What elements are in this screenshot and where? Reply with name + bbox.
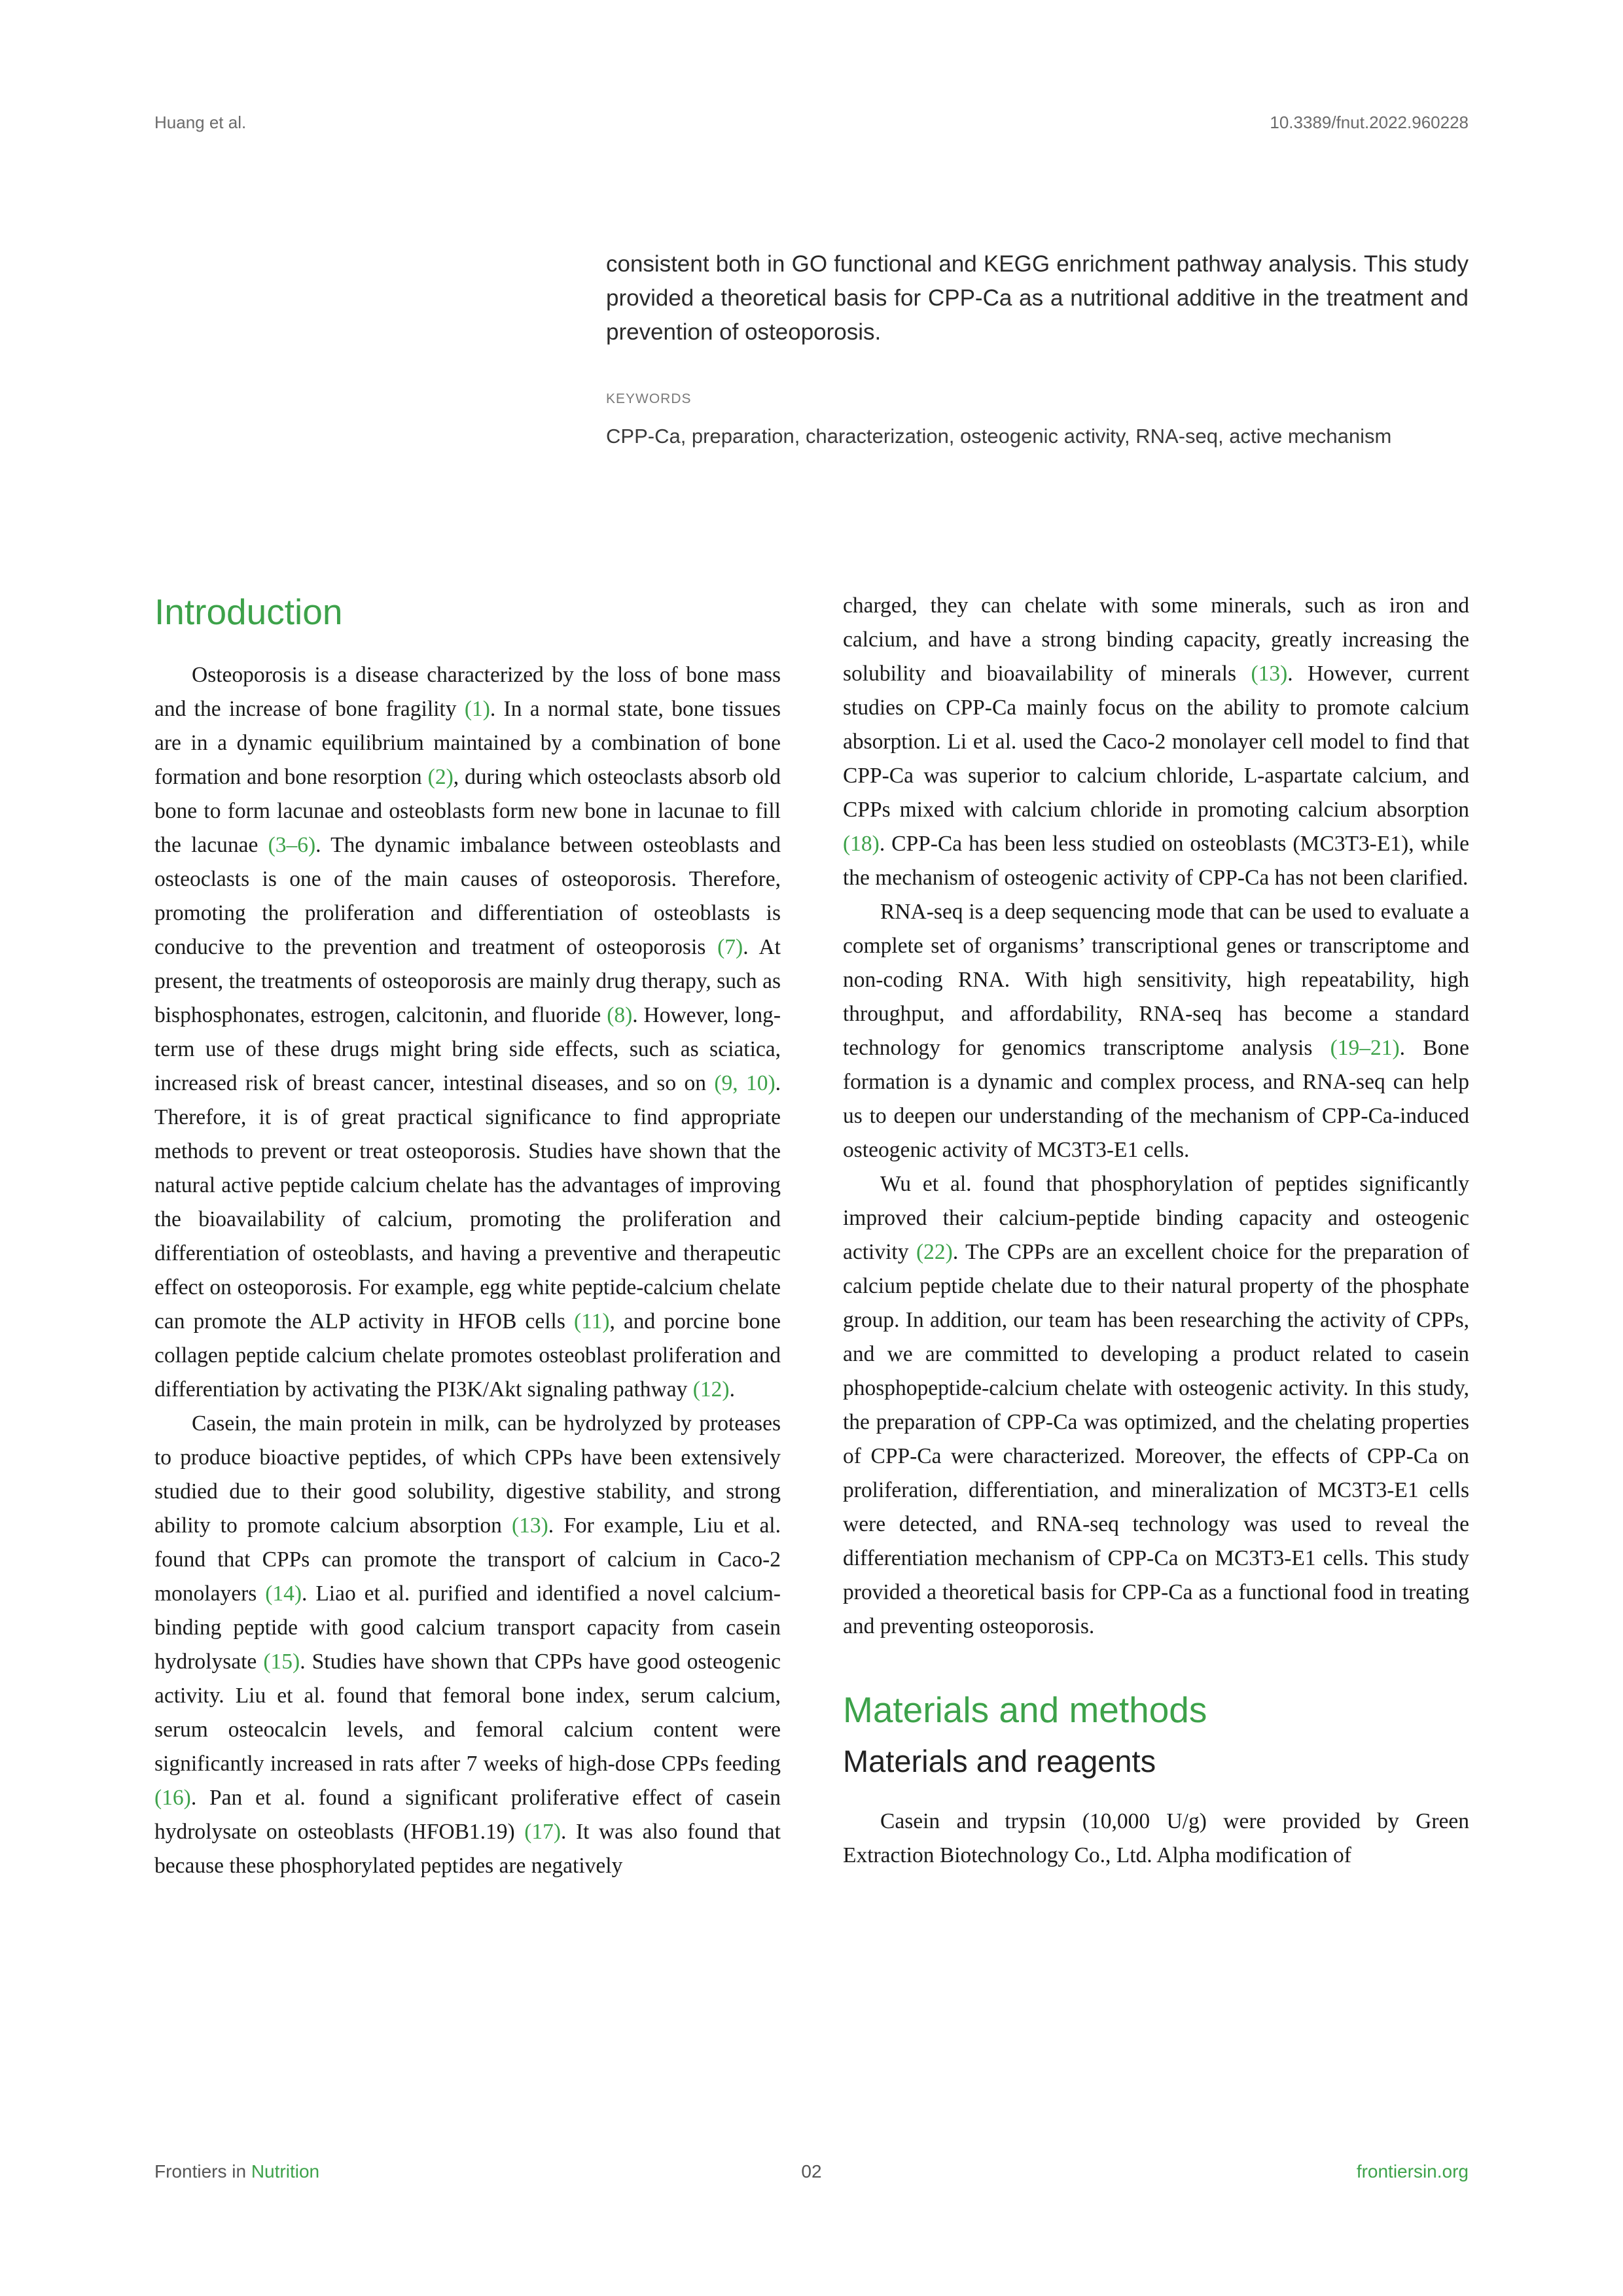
column-left: [154, 589, 781, 1883]
citation-link[interactable]: (16): [154, 1786, 191, 1810]
paragraph-text: . Pan et al. found a significant proliferative effect of casein hydrolysate on osteoblasts (HFOB1.19): [154, 1786, 781, 1844]
paragraph: Casein and trypsin (10,000 U/g) were provided by Green Extraction Biotechnology Co., Ltd. Alpha modification of: [843, 1809, 1469, 1867]
citation-link[interactable]: (9, 10): [714, 1071, 776, 1095]
footer-journal-prefix: Frontiers in: [154, 2161, 251, 2181]
paragraph-text: Wu et al. found that phosphorylation of peptides significantly improved their calcium-peptide binding capacity and osteogenic activity: [843, 1172, 1469, 1264]
paragraph: [843, 895, 1469, 1167]
citation-link[interactable]: (19–21): [1330, 1036, 1400, 1060]
paragraph-text: , and porcine bone collagen peptide calcium chelate promotes osteoblast proliferation and differentiation by activating the PI3K/Akt signaling pathway: [154, 1309, 781, 1402]
running-head-doi: 10.3389/fnut.2022.960228: [1270, 113, 1469, 132]
abstract-tail: consistent both in GO functional and KEGG enrichment pathway analysis. This study provided a theoretical basis for CPP-Ca as a nutritional additive in the treatment and prevention of osteoporosis.: [606, 251, 1469, 345]
paragraph-text: . CPP-Ca has been less studied on osteoblasts (MC3T3-E1), while the mechanism of osteogenic activity of CPP-Ca has not been clarified.: [843, 832, 1469, 890]
paragraph-text: . Bone formation is a dynamic and complex process, and RNA-seq can help us to deepen our understanding of the mechanism of CPP-Ca-induced osteogenic activity of MC3T3-E1 cells.: [843, 1036, 1469, 1162]
citation-link[interactable]: (2): [427, 765, 454, 789]
citation-link[interactable]: (7): [717, 935, 743, 959]
citation-link[interactable]: (14): [265, 1581, 302, 1606]
footer-site-link[interactable]: frontiersin.org: [1356, 2161, 1469, 2181]
paragraph-text: . However, current studies on CPP-Ca mainly focus on the ability to promote calcium absorption. Li et al. used the Caco-2 monolayer cell model to find that CPP-Ca was superior to calcium chloride, L-aspartate calcium, and CPPs mixed with calcium chloride in promoting calcium absorption: [843, 662, 1470, 822]
paragraph: [843, 1167, 1469, 1644]
paragraph-text: . In a normal state, bone tissues are in a dynamic equilibrium maintained by a combination of bone formation and bone resorption: [154, 697, 781, 789]
paragraph-text: .: [729, 1377, 735, 1402]
paragraph-continued: [843, 589, 1469, 895]
paragraph-text: Osteoporosis is a disease characterized by the loss of bone mass and the increase of bone fragility: [154, 663, 781, 721]
running-head-authors: Huang et al.: [154, 113, 247, 132]
section-heading-materials-methods: Materials and methods: [843, 1689, 1207, 1730]
footer-journal-name: Nutrition: [251, 2161, 320, 2181]
paragraph-text: . Studies have shown that CPPs have good osteogenic activity. Liu et al. found that femoral bone index, serum calcium, serum osteocalcin levels, and femoral calcium content were significantly increased in rats after 7 weeks of high-dose CPPs feeding: [154, 1650, 781, 1776]
paragraph-text: , during which osteoclasts absorb old bone to form lacunae and osteoblasts form new bone in lacunae to fill the lacunae: [154, 765, 781, 857]
section-heading-introduction: Introduction: [154, 592, 343, 632]
paragraph-text: RNA-seq is a deep sequencing mode that can be used to evaluate a complete set of organisms’ transcriptional genes or transcriptome and non-coding RNA. With high sensitivity, high repeatability, high throughput, and affordability, RNA-seq has become a standard technology for genomics transcriptome analysis: [843, 900, 1469, 1060]
paragraph-text: . Therefore, it is of great practical significance to find appropriate methods to prevent or treat osteoporosis. Studies have shown that the natural active peptide calcium chelate has the advantages of improving the bioavailability of calcium, promoting the proliferation and differentiation of osteoblasts, and having a preventive and therapeutic effect on osteoporosis. For example, egg white peptide-calcium chelate can promote the ALP activity in HFOB cells: [154, 1071, 781, 1333]
citation-link[interactable]: (13): [1251, 662, 1288, 686]
paragraph-text: charged, they can chelate with some minerals, such as iron and calcium, and have a strong binding capacity, greatly increasing the solubility and bioavailability of minerals: [843, 593, 1469, 686]
paragraph-text: . However, long-term use of these drugs might bring side effects, such as sciatica, increased risk of breast cancer, intestinal diseases, and so on: [154, 1003, 781, 1095]
subsection-heading-materials-reagents: Materials and reagents: [843, 1744, 1156, 1778]
citation-link[interactable]: (18): [843, 832, 880, 856]
paragraph-text: . At present, the treatments of osteoporosis are mainly drug therapy, such as bisphosphonates, estrogen, calcitonin, and fluoride: [154, 935, 781, 1027]
keywords-label: KEYWORDS: [606, 391, 692, 406]
citation-link[interactable]: (17): [524, 1820, 562, 1844]
citation-link[interactable]: (22): [916, 1240, 953, 1264]
paragraph-text: . The CPPs are an excellent choice for the preparation of calcium peptide chelate due to their natural property of the phosphate group. In addition, our team has been researching the activity of CPPs, and we are committed to developing a product related to casein phosphopeptide-calcium chelate with osteogenic activity. In this study, the preparation of CPP-Ca was optimized, and the chelating properties of CPP-Ca were characterized. Moreover, the effects of CPP-Ca on proliferation, differentiation, and mineralization of MC3T3-E1 cells were detected, and RNA-seq technology was used to reveal the differentiation mechanism of CPP-Ca on MC3T3-E1 cells. This study provided a theoretical basis for CPP-Ca as a functional food in treating and preventing osteoporosis.: [843, 1240, 1470, 1638]
column-right: [843, 589, 1469, 1873]
citation-link[interactable]: (1): [464, 697, 490, 721]
paragraph: [154, 1407, 781, 1883]
paragraph-text: . For example, Liu et al. found that CPPs can promote the transport of calcium in Caco-2 monolayers: [154, 1513, 781, 1606]
citation-link[interactable]: (12): [692, 1377, 730, 1402]
paragraph-text: . It was also found that because these phosphorylated peptides are negatively: [154, 1820, 781, 1878]
citation-link[interactable]: (8): [607, 1003, 633, 1027]
citation-link[interactable]: (11): [573, 1309, 610, 1333]
citation-link[interactable]: (15): [263, 1650, 300, 1674]
paragraph-text: . The dynamic imbalance between osteoblasts and osteoclasts is one of the main causes of osteoporosis. Therefore, promoting the proliferation and differentiation of osteoblasts is conducive to the prevention and treatment of osteoporosis: [154, 833, 781, 959]
paragraph: [154, 658, 781, 1407]
paragraph-text: . Liao et al. purified and identified a novel calcium-binding peptide with good calcium transport capacity from casein hydrolysate: [154, 1581, 781, 1674]
citation-link[interactable]: (13): [511, 1513, 548, 1538]
footer-journal: [154, 2161, 319, 2182]
keywords-list: CPP-Ca, preparation, characterization, osteogenic activity, RNA-seq, active mechanism: [606, 425, 1392, 448]
paragraph-text: Casein, the main protein in milk, can be hydrolyzed by proteases to produce bioactive peptides, of which CPPs have been extensively studied due to their good solubility, digestive stability, and strong ability to promote calcium absorption: [154, 1411, 781, 1538]
citation-link[interactable]: (3–6): [268, 833, 316, 857]
page-number: 02: [801, 2161, 822, 2181]
